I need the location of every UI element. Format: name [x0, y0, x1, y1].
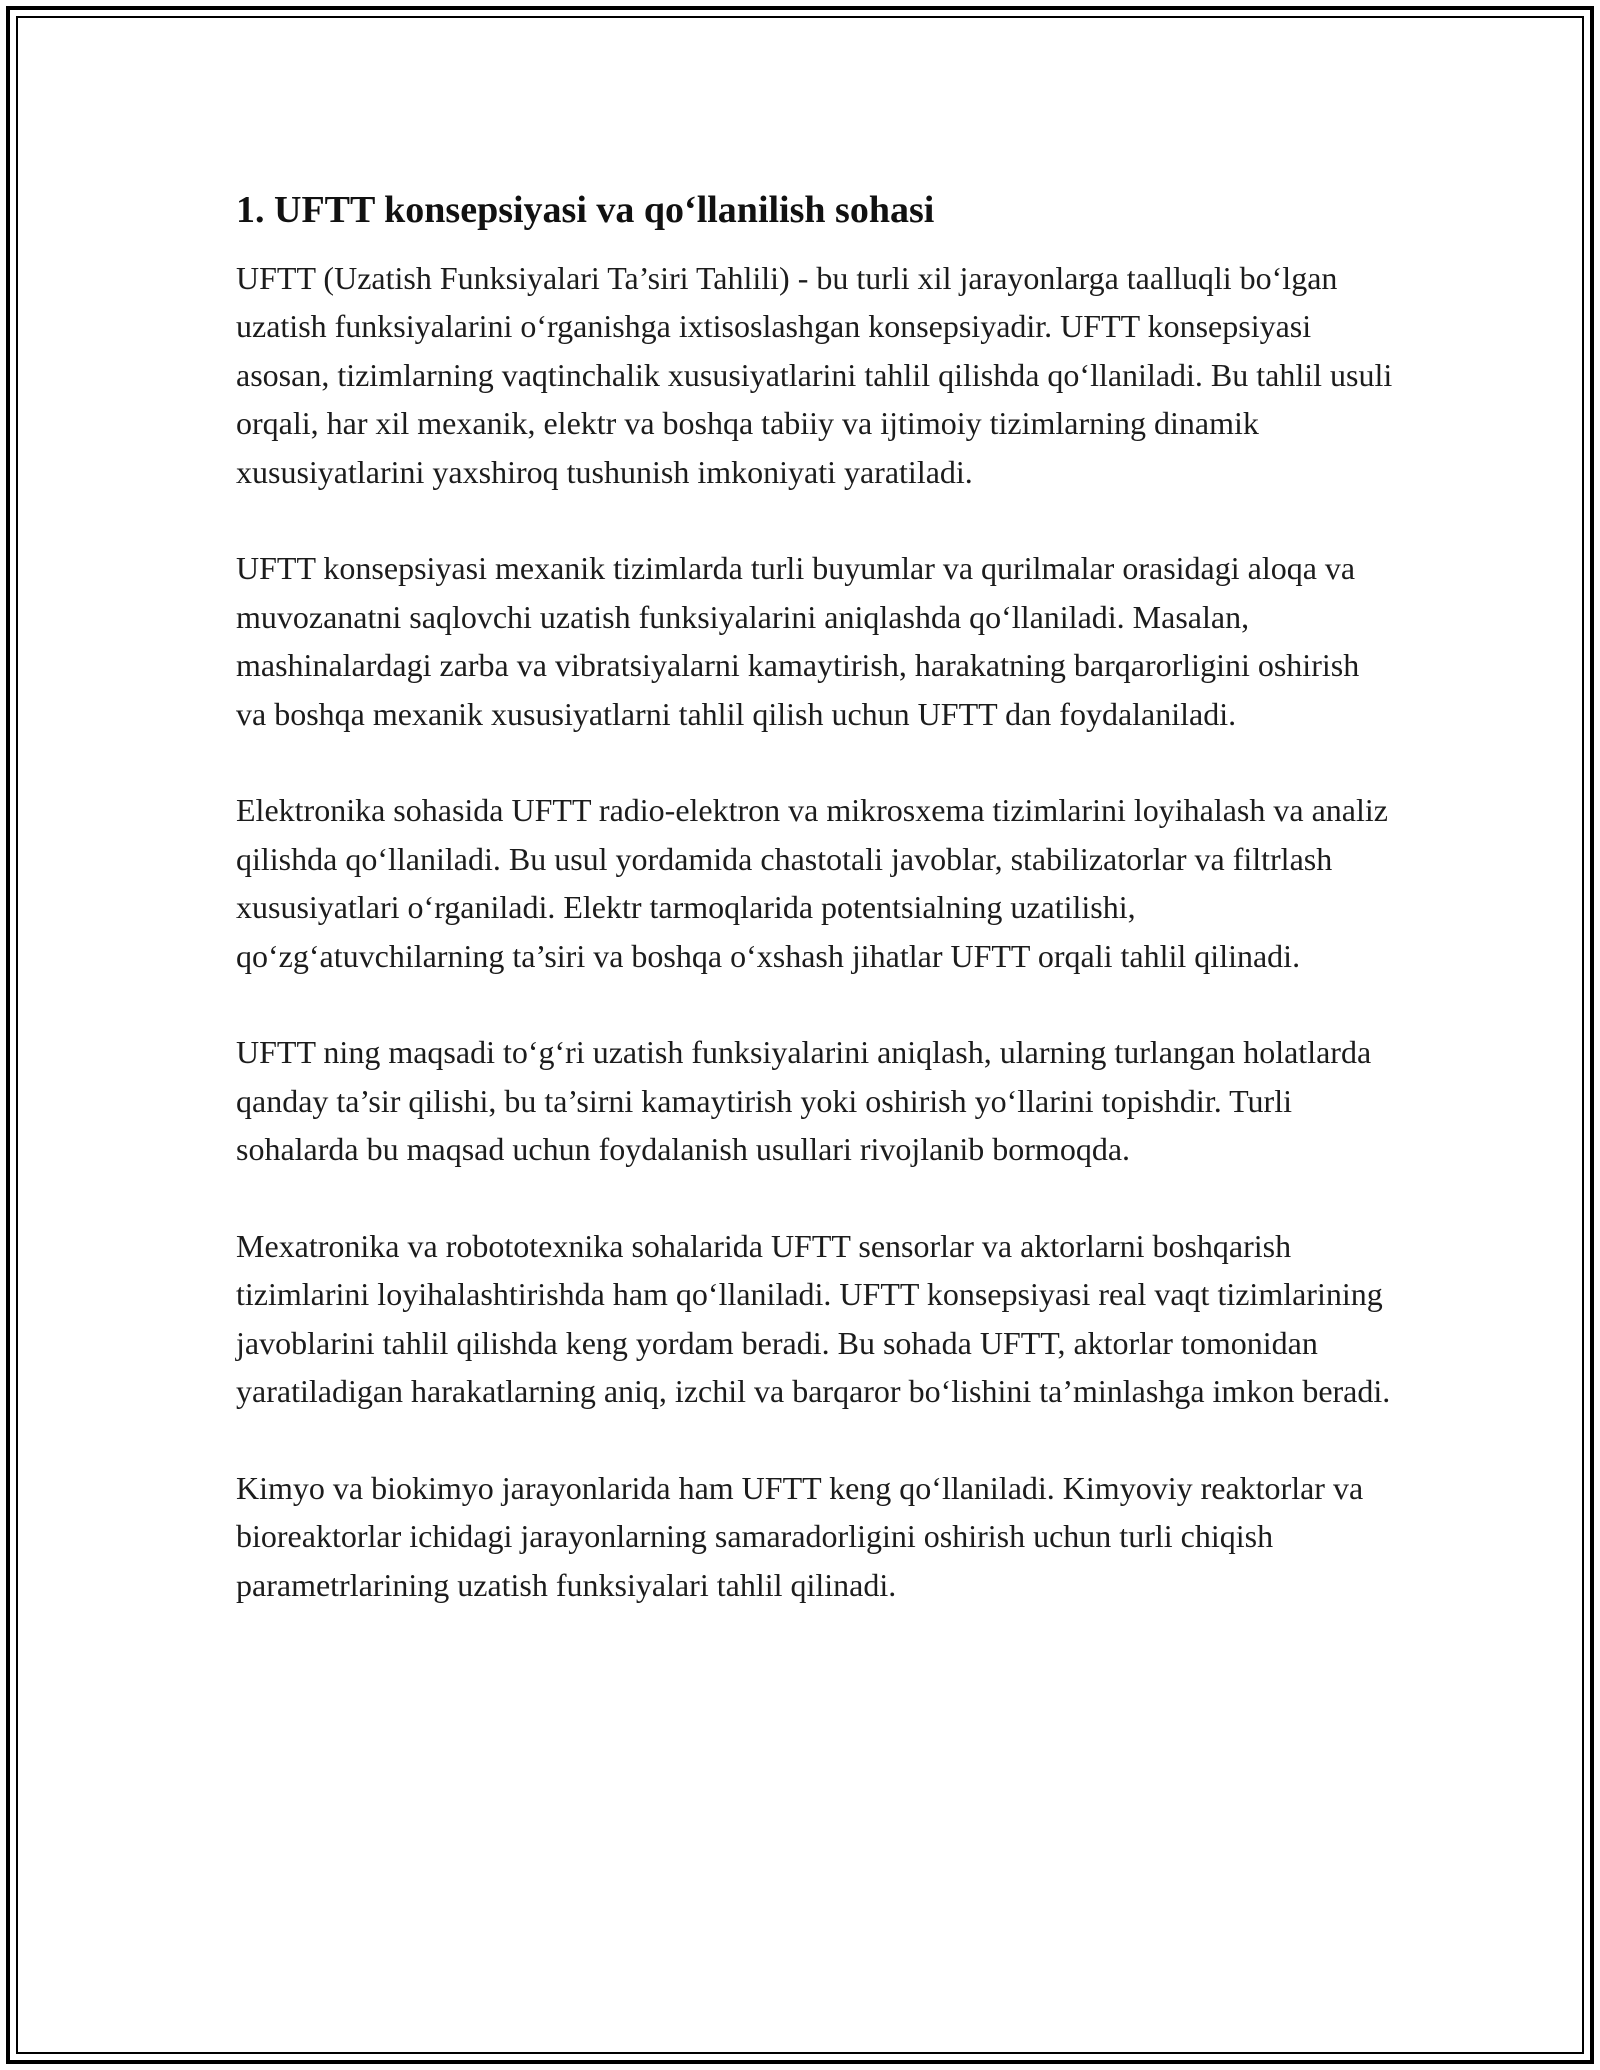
paragraph-electronics: Elektronika sohasida UFTT radio-elektron va mikrosxema tizimlarini loyihalash va analiz qilishda qo‘llaniladi. Bu usul yordamida chastotali javoblar, stabilizatorlar va filtrlash xususiyatlari o‘rganiladi. Elektr tarmoqlarida potentsialning uzatilishi, qo‘zg‘atuvchilarning ta’siri va boshqa o‘xshash jihatlar UFTT orqali tahlil qilinadi.: [236, 792, 1388, 974]
document-body: [236, 186, 1396, 1658]
paragraph-purpose: UFTT ning maqsadi to‘g‘ri uzatish funksiyalarini aniqlash, ularning turlangan holatlarda qanday ta’sir qilishi, bu ta’sirni kamaytirish yoki oshirish yo‘llarini topishdir. Turli sohalarda bu maqsad uchun foydalanish usullari rivojlanib bormoqda.: [236, 1034, 1372, 1168]
paragraph-mechanical: UFTT konsepsiyasi mexanik tizimlarda turli buyumlar va qurilmalar orasidagi aloqa va muvozanatni saqlovchi uzatish funksiyalarini aniqlashda qo‘llaniladi. Masalan, mashinalardagi zarba va vibratsiyalarni kamaytirish, harakatning barqarorligini oshirish va boshqa mexanik xususiyatlarni tahlil qilish uchun UFTT dan foydalaniladi.: [236, 550, 1360, 732]
section-heading: 1. UFTT konsepsiyasi va qo‘llanilish sohasi: [236, 189, 935, 231]
paragraph-intro: UFTT (Uzatish Funksiyalari Ta’siri Tahlili) - bu turli xil jarayonlarga taalluqli bo‘lgan uzatish funksiyalarini o‘rganishga ixtisoslashgan konsepsiyadir. UFTT konsepsiyasi asosan, tizimlarning vaqtinchalik xususiyatlarini tahlil qilishda qo‘llaniladi. Bu tahlil usuli orqali, har xil mexanik, elektr va boshqa tabiiy va ijtimoiy tizimlarning dinamik xususiyatlarini yaxshiroq tushunish imkoniyati yaratiladi.: [236, 260, 1393, 490]
paragraph-chemistry: Kimyo va biokimyo jarayonlarida ham UFTT keng qo‘llaniladi. Kimyoviy reaktorlar va bioreaktorlar ichidagi jarayonlarning samaradorligini oshirish uchun turli chiqish parametrlarining uzatish funksiyalari tahlil qilinadi.: [236, 1470, 1364, 1603]
paragraph-mechatronics: Mexatronika va robototexnika sohalarida UFTT sensorlar va aktorlarni boshqarish tizimlarini loyihalashtirishda ham qo‘llaniladi. UFTT konsepsiyasi real vaqt tizimlarining javoblarini tahlil qilishda keng yordam beradi. Bu sohada UFTT, aktorlar tomonidan yaratiladigan harakatlarning aniq, izchil va barqaror bo‘lishini ta’minlashga imkon beradi.: [236, 1228, 1391, 1410]
